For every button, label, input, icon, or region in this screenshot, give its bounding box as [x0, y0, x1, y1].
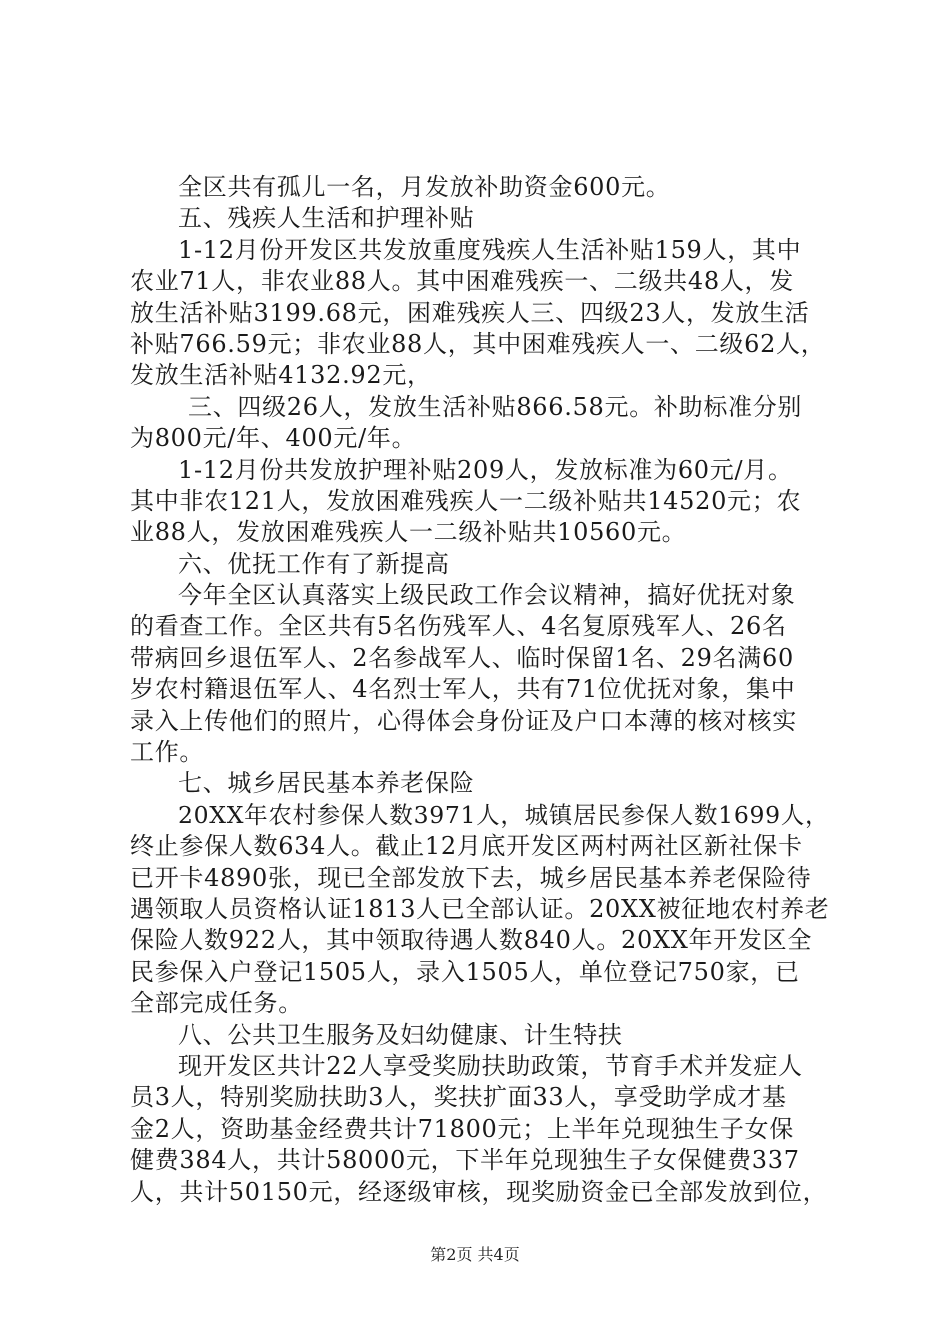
- paragraph-line: 农业71人，非农业88人。其中困难残疾一、二级共48人，发: [130, 267, 794, 296]
- paragraph-line: 健费384人，共计58000元，下半年兑现独生子女保健费337: [130, 1146, 800, 1175]
- paragraph-line: 民参保入户登记1505人，录入1505人，单位登记750家，已: [130, 957, 800, 986]
- paragraph-line: 现开发区共计22人享受奖励扶助政策，节育手术并发症人: [178, 1051, 803, 1080]
- paragraph-line: 已开卡4890张，现已全部发放下去，城乡居民基本养老保险待: [130, 863, 812, 892]
- paragraph-line: 为800元/年、400元/年。: [130, 424, 417, 453]
- section-heading: 六、优抚工作有了新提高: [178, 549, 450, 578]
- paragraph-line: 发放生活补贴4132.92元，: [130, 361, 432, 390]
- paragraph-line: 岁农村籍退伍军人、4名烈士军人，共有71位优抚对象，集中: [130, 675, 796, 704]
- paragraph-line: 放生活补贴3199.68元，困难残疾人三、四级23人，发放生活: [130, 298, 810, 327]
- section-heading: 七、城乡居民基本养老保险: [178, 769, 475, 798]
- paragraph-line: 全区共有孤儿一名，月发放补助资金600元。: [178, 173, 671, 201]
- section-heading: 五、残疾人生活和护理补贴: [178, 204, 475, 233]
- paragraph-line: 20XX年农村参保人数3971人，城镇居民参保人数1699人，: [178, 800, 830, 829]
- paragraph-line: 员3人，特别奖励扶助3人，奖扶扩面33人，享受助学成才基: [130, 1083, 787, 1112]
- paragraph-line: 金2人，资助基金经费共计71800元；上半年兑现独生子女保: [130, 1114, 794, 1143]
- paragraph-line: 的看查工作。全区共有5名伤残军人、4名复原残军人、26名: [130, 612, 787, 641]
- paragraph-line: 终止参保人数634人。截止12月底开发区两村两社区新社保卡: [130, 832, 803, 861]
- page-number-footer: 第2页 共4页: [430, 1245, 520, 1264]
- paragraph-line: 今年全区认真落实上级民政工作会议精神，搞好优抚对象: [178, 581, 796, 610]
- section-heading: 八、公共卫生服务及妇幼健康、计生特扶: [178, 1020, 623, 1049]
- paragraph-line: 其中非农121人，发放困难残疾人一二级补贴共14520元；农: [130, 486, 802, 515]
- paragraph-line: 人，共计50150元，经逐级审核，现奖励资金已全部发放到位，: [130, 1177, 828, 1206]
- paragraph-line: 业88人，发放困难残疾人一二级补贴共10560元。: [130, 518, 687, 547]
- document-body: [130, 172, 830, 1208]
- paragraph-line: 1-12月份共发放护理补贴209人，发放标准为60元/月。: [178, 455, 793, 484]
- paragraph-line: 遇领取人员资格认证1813人已全部认证。20XX被征地农村养老: [130, 894, 830, 923]
- paragraph-line: 三、四级26人，发放生活补贴866.58元。补助标准分别: [188, 392, 803, 421]
- paragraph-line: 工作。: [130, 738, 205, 767]
- paragraph-line: 保险人数922人，其中领取待遇人数840人。20XX年开发区全: [130, 926, 813, 955]
- paragraph-line: 1-12月份开发区共发放重度残疾人生活补贴159人，其中: [178, 235, 802, 264]
- paragraph-line: 全部完成任务。: [130, 989, 303, 1018]
- paragraph-line: 补贴766.59元；非农业88人，其中困难残疾人一、二级62人，: [130, 329, 826, 358]
- paragraph-line: 带病回乡退伍军人、2名参战军人、临时保留1名、29名满60: [130, 643, 794, 672]
- paragraph-line: 录入上传他们的照片，心得体会身份证及户口本薄的核对核实: [130, 706, 797, 735]
